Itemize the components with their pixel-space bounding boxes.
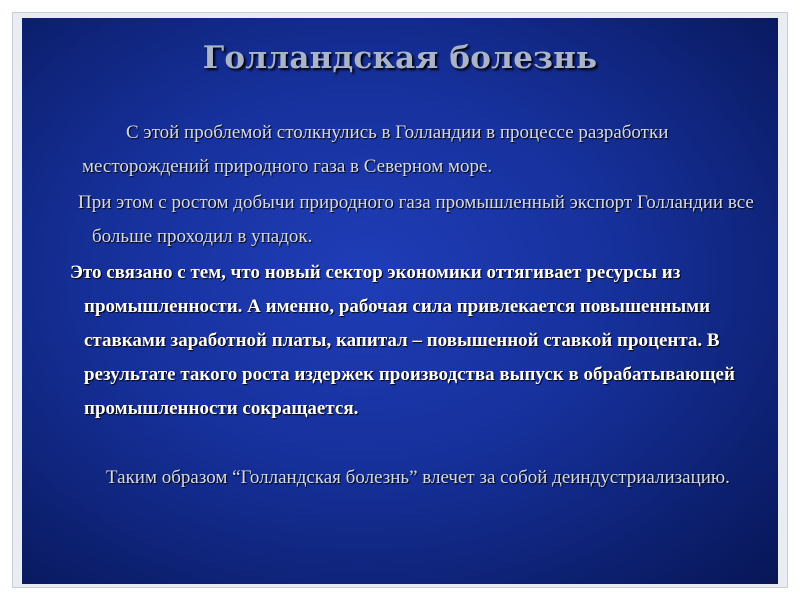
paragraph-conclusion: Таким образом “Голландская болезнь” влечет за собой деиндустриализацию. [106,467,730,488]
paragraph-export-decline: При этом с ростом добычи природного газа промышленный экспорт Голландии все больше проходил в упадок. [78,192,754,247]
paragraph-intro: С этой проблемой столкнулись в Голландии в процессе разработки месторождений природного газа в Северном море. [82,122,669,177]
slide-title: Голландская болезнь [202,40,598,76]
slide [22,18,778,584]
paragraph-explanation: Это связано с тем, что новый сектор экономики оттягивает ресурсы из промышленности. А именно, рабочая сила привлекается повышенными ставками заработной платы, капитал – повышенной ставкой процента. В результате такого роста издержек производства выпуск в обрабатывающей промышленности сокращается. [70,262,735,419]
